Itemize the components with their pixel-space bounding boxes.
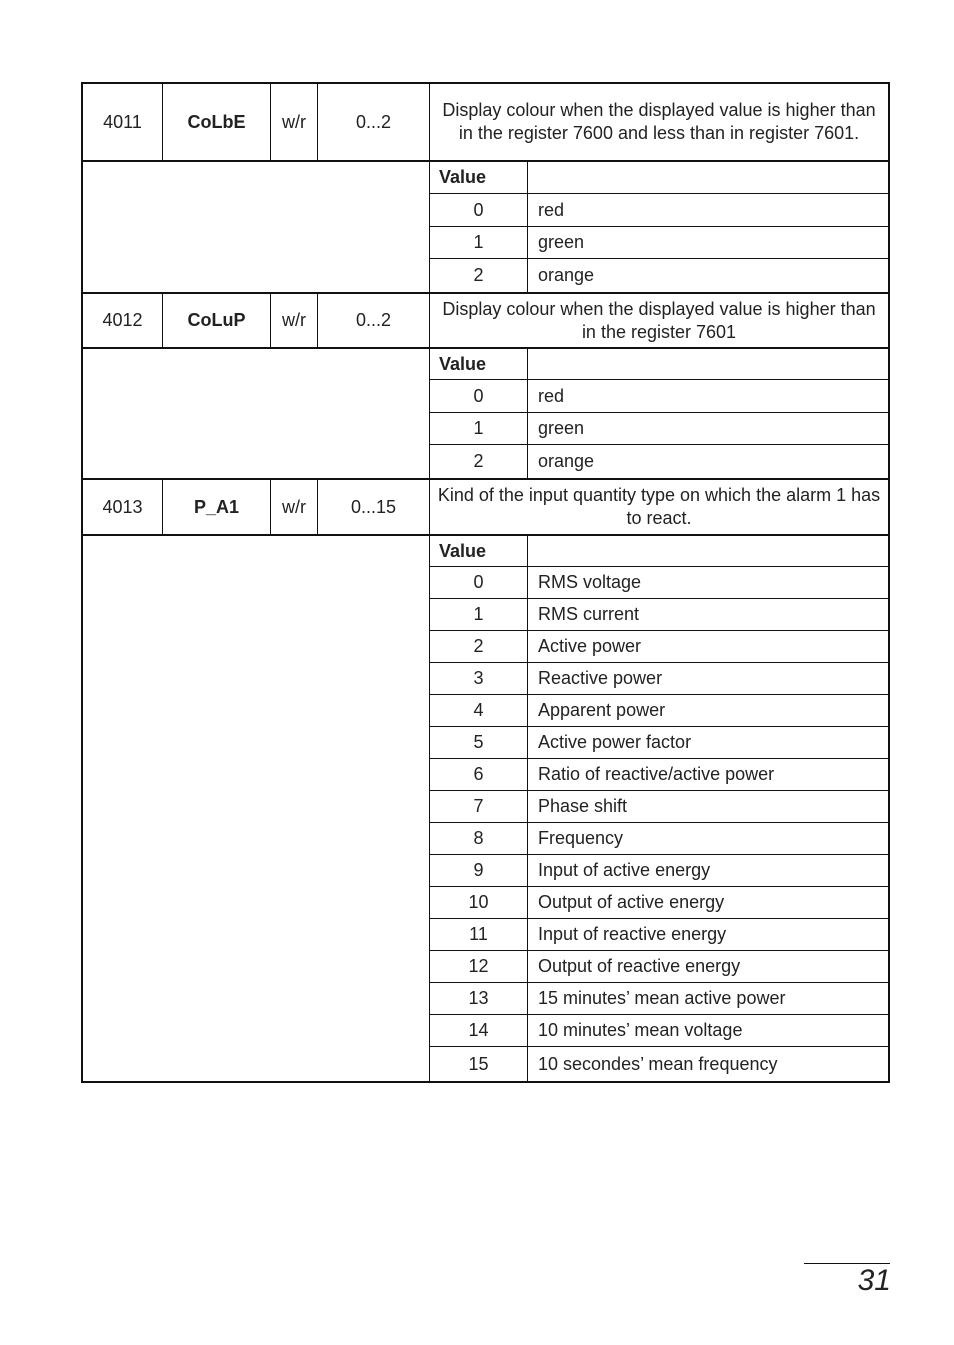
value-list bbox=[430, 349, 888, 478]
register-address: 4011 bbox=[83, 84, 163, 160]
value-row bbox=[430, 194, 888, 227]
value-header-row bbox=[430, 349, 888, 380]
value-code: 15 bbox=[430, 1047, 528, 1081]
value-code: 4 bbox=[430, 695, 528, 726]
value-row bbox=[430, 599, 888, 631]
register-access: w/r bbox=[271, 84, 318, 160]
value-row bbox=[430, 445, 888, 478]
value-header-row bbox=[430, 162, 888, 194]
value-code: 1 bbox=[430, 599, 528, 630]
value-row bbox=[430, 227, 888, 259]
value-meaning: Output of active energy bbox=[538, 892, 725, 912]
register-name: P_A1 bbox=[163, 480, 271, 534]
value-section bbox=[83, 536, 888, 1081]
register-description: Display colour when the displayed value is higher than in the register 7600 and less than in register 7601. bbox=[442, 100, 876, 143]
value-meaning: red bbox=[538, 199, 565, 220]
value-code: 8 bbox=[430, 823, 528, 854]
value-code: 2 bbox=[430, 259, 528, 292]
value-row bbox=[430, 663, 888, 695]
value-section-spacer bbox=[83, 349, 430, 478]
register-row bbox=[83, 84, 888, 162]
value-list bbox=[430, 162, 888, 292]
register-access: w/r bbox=[271, 294, 318, 347]
value-code: 13 bbox=[430, 983, 528, 1014]
value-row bbox=[430, 823, 888, 855]
value-meaning: 15 minutes’ mean active power bbox=[538, 988, 786, 1008]
value-row bbox=[430, 380, 888, 413]
value-meaning: Output of reactive energy bbox=[538, 956, 741, 976]
value-row bbox=[430, 887, 888, 919]
value-header-blank bbox=[528, 349, 888, 379]
register-row bbox=[83, 294, 888, 349]
value-meaning: green bbox=[538, 418, 585, 438]
value-code: 10 bbox=[430, 887, 528, 918]
value-code: 11 bbox=[430, 919, 528, 950]
register-name: CoLuP bbox=[163, 294, 271, 347]
value-row bbox=[430, 413, 888, 445]
value-header: Value bbox=[430, 349, 528, 379]
register-description: Display colour when the displayed value is higher than in the register 7601 bbox=[442, 298, 876, 342]
value-meaning: Frequency bbox=[538, 828, 624, 848]
register-name: CoLbE bbox=[163, 84, 271, 160]
value-row bbox=[430, 1015, 888, 1047]
value-meaning: Active power bbox=[538, 636, 642, 656]
value-list bbox=[430, 536, 888, 1081]
value-row bbox=[430, 951, 888, 983]
value-row bbox=[430, 983, 888, 1015]
value-meaning: Apparent power bbox=[538, 700, 666, 720]
value-section-spacer bbox=[83, 162, 430, 292]
register-range: 0...2 bbox=[318, 84, 430, 160]
value-row bbox=[430, 791, 888, 823]
value-header-row bbox=[430, 536, 888, 567]
value-code: 14 bbox=[430, 1015, 528, 1046]
value-header-blank bbox=[528, 162, 888, 193]
value-row bbox=[430, 759, 888, 791]
value-meaning: RMS current bbox=[538, 604, 640, 624]
value-code: 9 bbox=[430, 855, 528, 886]
value-code: 6 bbox=[430, 759, 528, 790]
value-meaning: red bbox=[538, 385, 565, 406]
value-code: 3 bbox=[430, 663, 528, 694]
value-meaning: Ratio of reactive/active power bbox=[538, 764, 775, 784]
register-description: Kind of the input quantity type on which the alarm 1 has to react. bbox=[437, 485, 881, 528]
register-access: w/r bbox=[271, 480, 318, 534]
value-meaning: Reactive power bbox=[538, 668, 663, 688]
register-address: 4012 bbox=[83, 294, 163, 347]
value-code: 0 bbox=[430, 567, 528, 598]
value-code: 2 bbox=[430, 445, 528, 478]
value-row bbox=[430, 259, 888, 292]
value-row bbox=[430, 695, 888, 727]
value-section-spacer bbox=[83, 536, 430, 1081]
value-header-blank bbox=[528, 536, 888, 566]
value-code: 5 bbox=[430, 727, 528, 758]
register-range: 0...15 bbox=[318, 480, 430, 534]
register-address: 4013 bbox=[83, 480, 163, 534]
value-row bbox=[430, 727, 888, 759]
value-code: 1 bbox=[430, 227, 528, 258]
value-row bbox=[430, 631, 888, 663]
value-code: 7 bbox=[430, 791, 528, 822]
value-meaning: Input of reactive energy bbox=[538, 924, 727, 944]
register-row bbox=[83, 480, 888, 536]
value-meaning: green bbox=[538, 232, 585, 252]
register-range: 0...2 bbox=[318, 294, 430, 347]
value-header: Value bbox=[430, 536, 528, 566]
value-meaning: 10 secondes’ mean frequency bbox=[538, 1053, 778, 1074]
value-meaning: Input of active energy bbox=[538, 860, 711, 880]
page-number: 31 bbox=[857, 1264, 891, 1297]
value-meaning: RMS voltage bbox=[538, 572, 642, 592]
value-row bbox=[430, 919, 888, 951]
value-code: 1 bbox=[430, 413, 528, 444]
value-meaning: Phase shift bbox=[538, 796, 628, 816]
value-header: Value bbox=[430, 162, 528, 193]
value-code: 2 bbox=[430, 631, 528, 662]
value-row bbox=[430, 567, 888, 599]
value-row bbox=[430, 855, 888, 887]
value-meaning: orange bbox=[538, 451, 595, 471]
value-meaning: orange bbox=[538, 265, 595, 285]
value-code: 0 bbox=[430, 380, 528, 412]
value-code: 12 bbox=[430, 951, 528, 982]
value-meaning: 10 minutes’ mean voltage bbox=[538, 1020, 743, 1040]
value-meaning: Active power factor bbox=[538, 732, 692, 752]
value-code: 0 bbox=[430, 194, 528, 226]
register-table bbox=[81, 82, 890, 1083]
value-section bbox=[83, 349, 888, 480]
value-section bbox=[83, 162, 888, 294]
value-row bbox=[430, 1047, 888, 1081]
